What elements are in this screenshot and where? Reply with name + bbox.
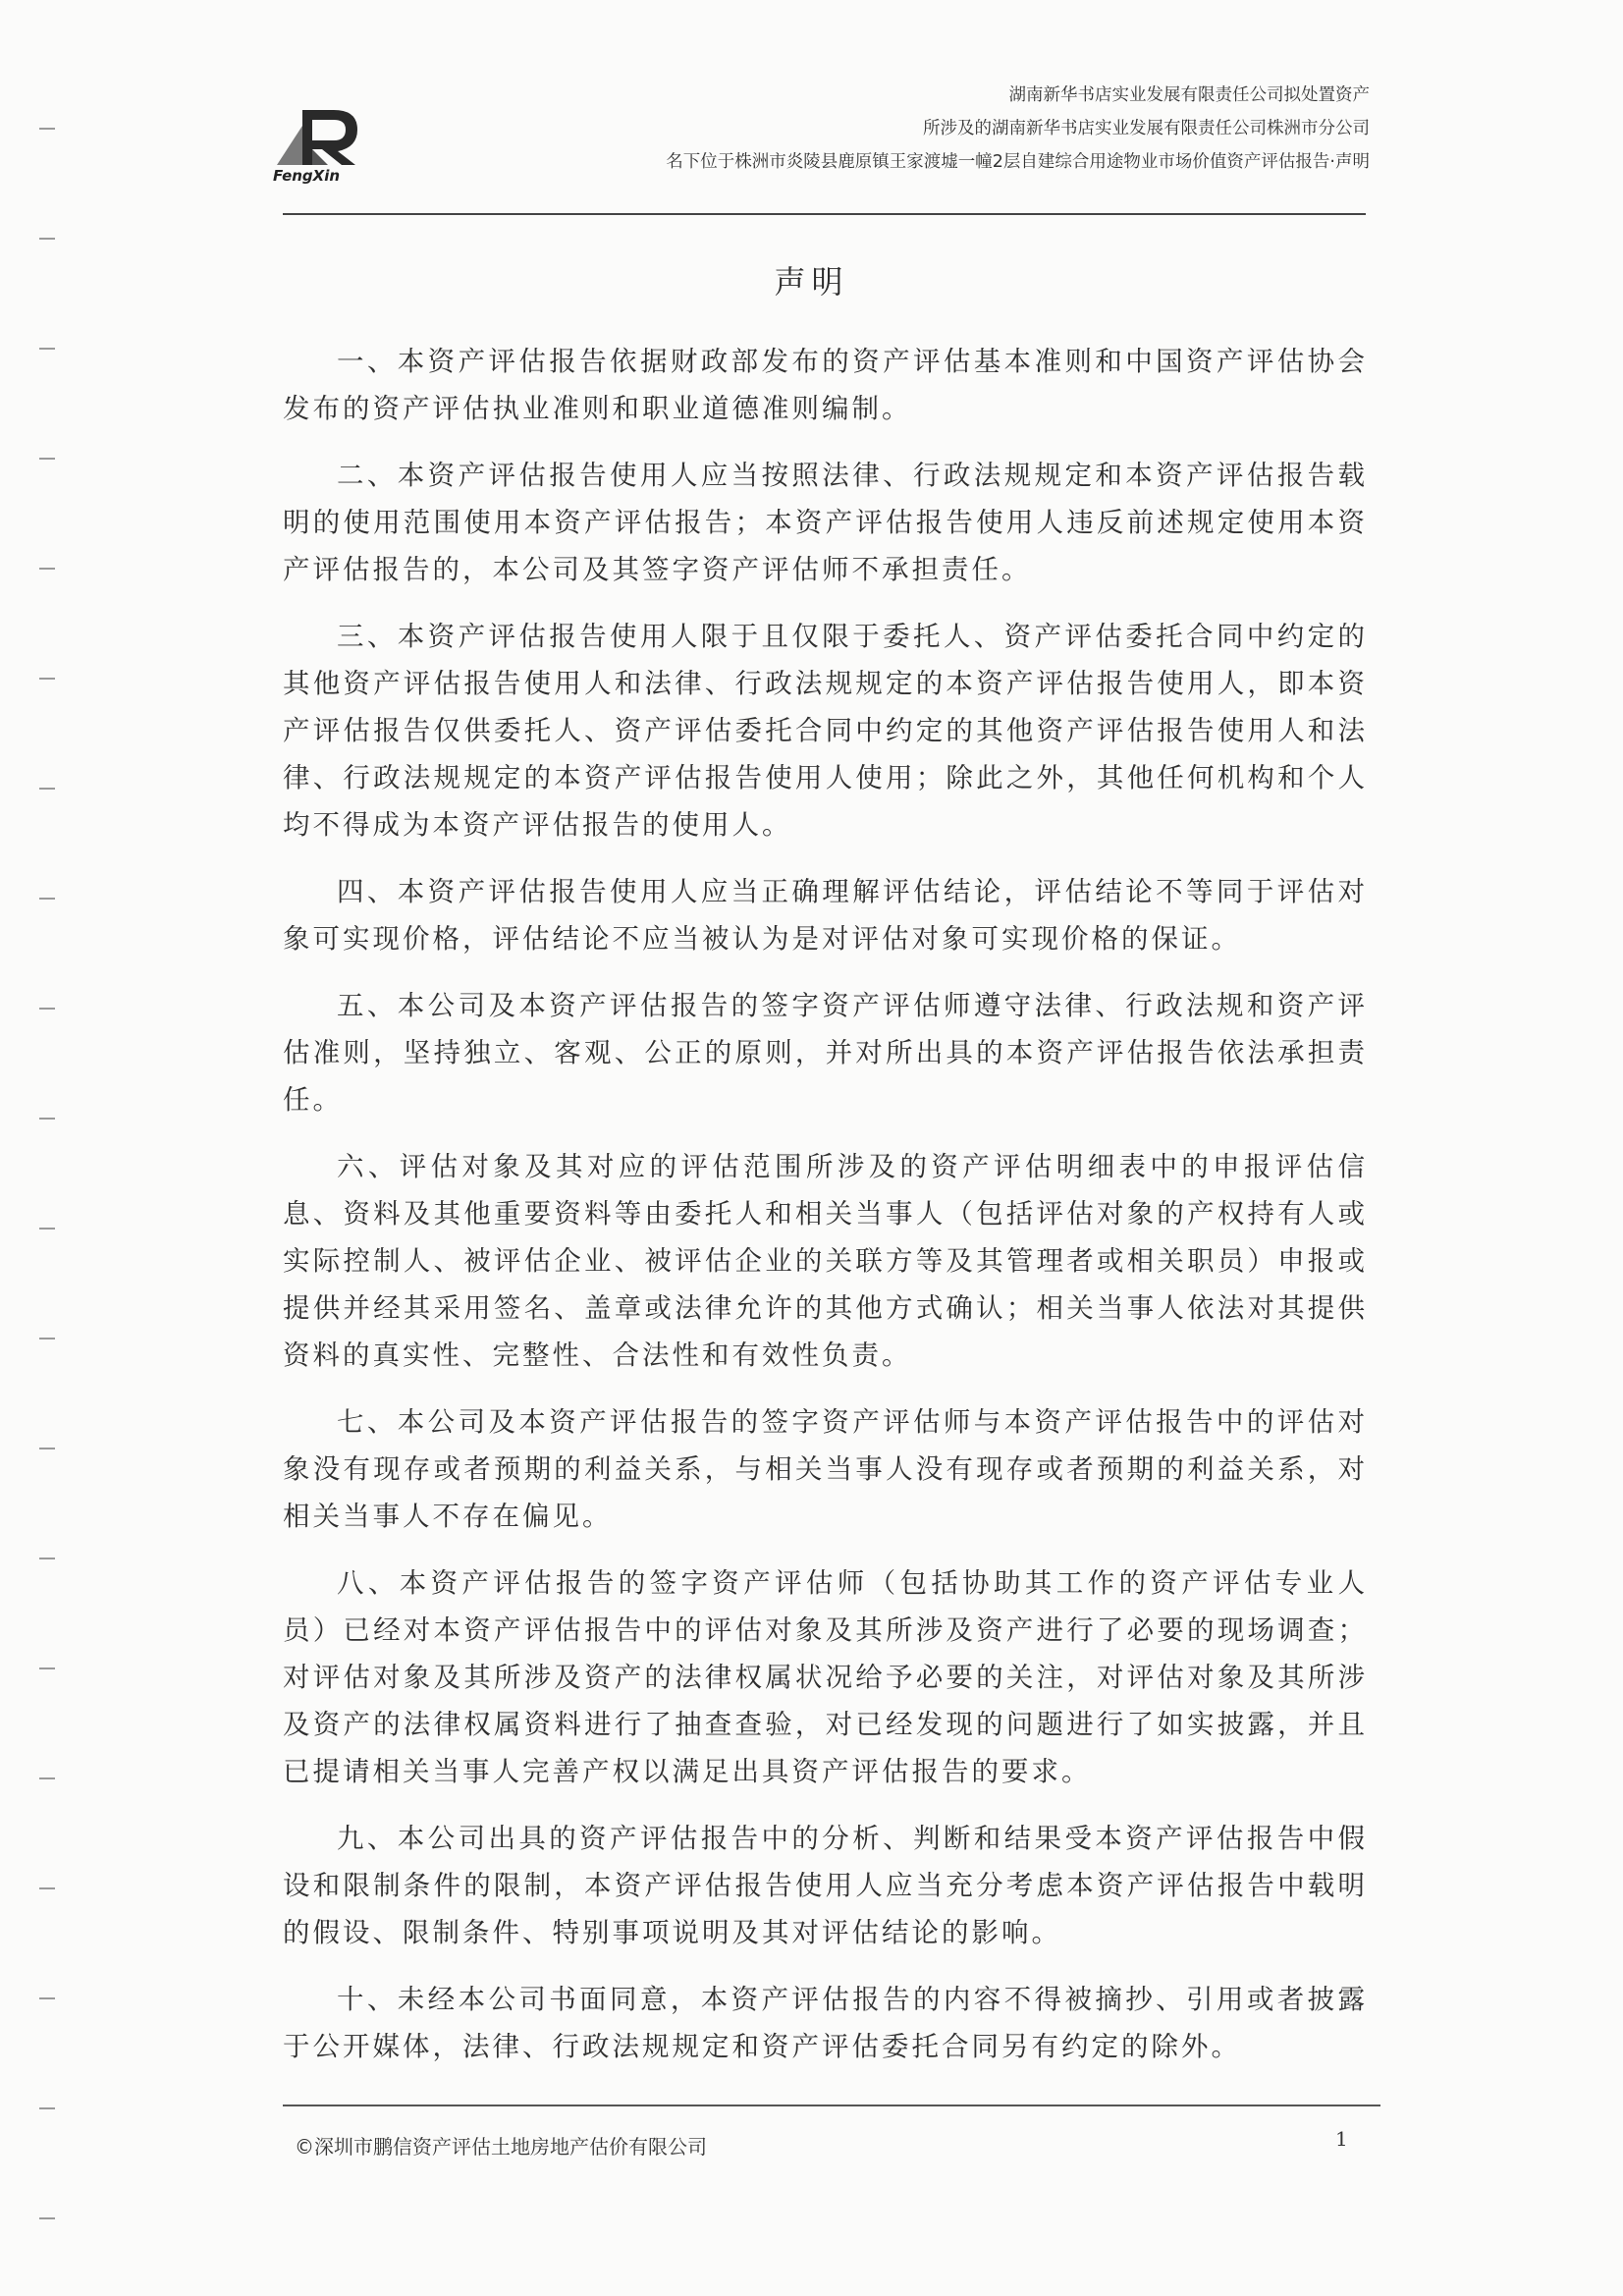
page-number: 1 xyxy=(1335,2127,1348,2151)
binding-mark xyxy=(39,2217,55,2219)
header-line: 所涉及的湖南新华书店实业发展有限责任公司株洲市分公司 xyxy=(923,119,1370,138)
binding-mark xyxy=(39,128,55,130)
binding-mark xyxy=(39,678,55,680)
binding-mark xyxy=(39,1228,55,1230)
binding-mark xyxy=(39,1777,55,1779)
declaration-paragraph: 九、本公司出具的资产评估报告中的分析、判断和结果受本资产评估报告中假设和限制条件的限制，本资产评估报告使用人应当充分考虑本资产评估报告中载明的假设、限制条件、特别事项说明及其对评估结论的影响。 xyxy=(283,1823,1368,1948)
declaration-body xyxy=(283,338,1368,2090)
declaration-paragraph: 一、本资产评估报告依据财政部发布的资产评估基本准则和中国资产评估协会发布的资产评估执业准则和职业道德准则编制。 xyxy=(283,346,1368,424)
declaration-paragraph: 五、本公司及本资产评估报告的签字资产评估师遵守法律、行政法规和资产评估准则，坚持独立、客观、公正的原则，并对所出具的本资产评估报告依法承担责任。 xyxy=(283,990,1368,1116)
binding-mark xyxy=(39,1997,55,1999)
declaration-paragraph: 六、评估对象及其对应的评估范围所涉及的资产评估明细表中的申报评估信息、资料及其他重要资料等由委托人和相关当事人（包括评估对象的产权持有人或实际控制人、被评估企业、被评估企业的关联方等及其管理者或相关职员）申报或提供并经其采用签名、盖章或法律允许的其他方式确认；相关当事人依法对其提供资料的真实性、完整性、合法性和有效性负责。 xyxy=(283,1151,1368,1371)
declaration-paragraph: 十、未经本公司书面同意，本资产评估报告的内容不得被摘抄、引用或者披露于公开媒体，法律、行政法规规定和资产评估委托合同另有约定的除外。 xyxy=(283,1984,1368,2062)
binding-mark xyxy=(39,1008,55,1010)
binding-mark xyxy=(39,348,55,350)
binding-mark xyxy=(39,1558,55,1559)
binding-mark xyxy=(39,458,55,460)
binding-mark xyxy=(39,238,55,240)
logo-text: FengXin xyxy=(273,167,341,185)
declaration-paragraph: 三、本资产评估报告使用人限于且仅限于委托人、资产评估委托合同中约定的其他资产评估报告使用人和法律、行政法规规定的本资产评估报告使用人，即本资产评估报告仅供委托人、资产评估委托合同中约定的其他资产评估报告使用人和法律、行政法规规定的本资产评估报告使用人使用；除此之外，其他任何机构和个人均不得成为本资产评估报告的使用人。 xyxy=(283,621,1368,841)
declaration-paragraph: 七、本公司及本资产评估报告的签字资产评估师与本资产评估报告中的评估对象没有现存或者预期的利益关系，与相关当事人没有现存或者预期的利益关系，对相关当事人不存在偏见。 xyxy=(283,1406,1368,1532)
binding-mark xyxy=(39,788,55,790)
footer-company: ©深圳市鹏信资产评估土地房地产估价有限公司 xyxy=(295,2135,707,2159)
header-line: 名下位于株洲市炎陵县鹿原镇王家渡墟一幢2层自建综合用途物业市场价值资产评估报告·声明 xyxy=(666,152,1370,172)
binding-mark xyxy=(39,1667,55,1669)
declaration-paragraph: 八、本资产评估报告的签字资产评估师（包括协助其工作的资产评估专业人员）已经对本资产评估报告中的评估对象及其所涉及资产进行了必要的现场调查；对评估对象及其所涉及资产的法律权属状况给予必要的关注，对评估对象及其所涉及资产的法律权属资料进行了抽查查验，对已经发现的问题进行了如实披露，并且已提请相关当事人完善产权以满足出具资产评估报告的要求。 xyxy=(283,1567,1368,1787)
declaration-paragraph: 二、本资产评估报告使用人应当按照法律、行政法规规定和本资产评估报告载明的使用范围使用本资产评估报告；本资产评估报告使用人违反前述规定使用本资产评估报告的，本公司及其签字资产评估师不承担责任。 xyxy=(283,460,1368,585)
binding-mark xyxy=(39,1118,55,1120)
binding-mark xyxy=(39,898,55,900)
footer-divider xyxy=(283,2105,1380,2106)
declaration-paragraph: 四、本资产评估报告使用人应当正确理解评估结论，评估结论不等同于评估对象可实现价格，评估结论不应当被认为是对评估对象可实现价格的保证。 xyxy=(283,876,1368,955)
page-title: 声明 xyxy=(774,263,849,301)
binding-mark xyxy=(39,1448,55,1449)
binding-mark xyxy=(39,1887,55,1889)
binding-mark xyxy=(39,568,55,570)
header-line: 湖南新华书店实业发展有限责任公司拟处置资产 xyxy=(1008,85,1370,105)
binding-mark xyxy=(39,2107,55,2109)
report-header xyxy=(666,79,1370,179)
binding-mark xyxy=(39,1338,55,1339)
header-divider xyxy=(283,213,1366,215)
